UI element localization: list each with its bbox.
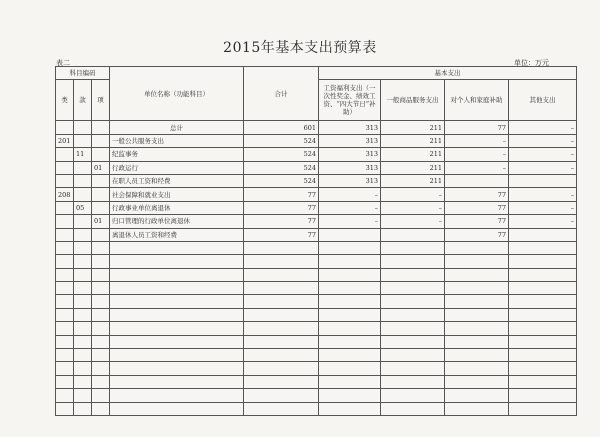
cell-c3 [445, 174, 509, 187]
cell-c2: 211 [381, 161, 445, 174]
cell-lei [56, 201, 74, 214]
page-title: 2015年基本支出预算表 [223, 40, 377, 56]
cell-kuan: 11 [74, 148, 92, 161]
header-salary: 工资福利支出（一次性奖金、绩效工资、“四大节日”补助） [319, 80, 381, 121]
cell-c2: – [381, 215, 445, 228]
cell-c1: – [319, 188, 381, 201]
table-row [56, 215, 577, 228]
cell-c2: 211 [381, 148, 445, 161]
cell-name: 行政运行 [110, 161, 244, 174]
cell-c4 [509, 174, 577, 187]
cell-name: 离退休人员工资和经费 [110, 228, 244, 241]
header-kuan: 款 [74, 80, 92, 121]
cell-c4: – [509, 148, 577, 161]
cell-c2: 211 [381, 121, 445, 134]
cell-kuan [74, 228, 92, 241]
cell-kuan [74, 134, 92, 147]
table-row [56, 174, 577, 187]
cell-kuan [74, 215, 92, 228]
empty-row [56, 295, 577, 308]
empty-row [56, 255, 577, 268]
header-basic-expenditure: 基本支出 [319, 67, 577, 80]
header-lei: 类 [56, 80, 74, 121]
cell-xiang [92, 188, 110, 201]
cell-xiang [92, 121, 110, 134]
empty-row [56, 349, 577, 362]
table-row [56, 201, 577, 214]
cell-name: 在职人员工资和经费 [110, 174, 244, 187]
empty-row [56, 268, 577, 281]
cell-c4 [509, 228, 577, 241]
cell-c3: – [445, 134, 509, 147]
cell-c4: – [509, 121, 577, 134]
cell-c2: 211 [381, 134, 445, 147]
cell-kuan [74, 121, 92, 134]
empty-row [56, 362, 577, 375]
header-unit-name: 单位名称（功能科目） [110, 67, 244, 121]
budget-table [55, 66, 577, 416]
cell-c3: – [445, 148, 509, 161]
cell-c2: 211 [381, 174, 445, 187]
cell-lei [56, 215, 74, 228]
cell-c1: 313 [319, 134, 381, 147]
header-subject-code: 科目编码 [56, 67, 110, 80]
cell-lei: 201 [56, 134, 74, 147]
cell-c3: 77 [445, 188, 509, 201]
cell-total: 524 [244, 148, 319, 161]
cell-c3: 77 [445, 215, 509, 228]
cell-name: 一般公共服务支出 [110, 134, 244, 147]
cell-name: 总计 [110, 121, 244, 134]
cell-kuan [74, 161, 92, 174]
table-row [56, 228, 577, 241]
table-row [56, 134, 577, 147]
cell-c2: – [381, 201, 445, 214]
cell-lei [56, 148, 74, 161]
cell-c3: 77 [445, 228, 509, 241]
cell-xiang: 01 [92, 161, 110, 174]
cell-kuan [74, 174, 92, 187]
empty-row [56, 282, 577, 295]
header-goods-services: 一般商品服务支出 [381, 80, 445, 121]
cell-name: 归口管理的行政单位离退休 [110, 215, 244, 228]
cell-c3: 77 [445, 121, 509, 134]
cell-xiang [92, 174, 110, 187]
cell-c3: 77 [445, 201, 509, 214]
cell-c3: – [445, 161, 509, 174]
empty-row [56, 241, 577, 254]
cell-name: 社会保障和就业支出 [110, 188, 244, 201]
cell-total: 77 [244, 215, 319, 228]
cell-c4: – [509, 215, 577, 228]
header-xiang: 项 [92, 80, 110, 121]
cell-total: 524 [244, 174, 319, 187]
table-row [56, 121, 577, 134]
table-row [56, 148, 577, 161]
header-total: 合计 [244, 67, 319, 121]
cell-total: 77 [244, 188, 319, 201]
cell-c4: – [509, 161, 577, 174]
cell-xiang [92, 148, 110, 161]
empty-row [56, 308, 577, 321]
cell-c1: 313 [319, 161, 381, 174]
cell-total: 77 [244, 228, 319, 241]
cell-lei [56, 161, 74, 174]
cell-lei [56, 121, 74, 134]
cell-kuan [74, 188, 92, 201]
table-number: 表二 [56, 59, 70, 67]
table-row [56, 161, 577, 174]
empty-row [56, 335, 577, 348]
cell-total: 524 [244, 161, 319, 174]
cell-total: 77 [244, 201, 319, 214]
cell-kuan: 05 [74, 201, 92, 214]
unit-label: 单位：万元 [514, 59, 549, 67]
cell-c4: – [509, 134, 577, 147]
header-other: 其他支出 [509, 80, 577, 121]
cell-c4: – [509, 188, 577, 201]
cell-name: 行政事业单位离退休 [110, 201, 244, 214]
cell-c4: – [509, 201, 577, 214]
cell-xiang [92, 201, 110, 214]
cell-lei [56, 174, 74, 187]
table-row [56, 188, 577, 201]
cell-c1: 313 [319, 148, 381, 161]
cell-xiang: 01 [92, 215, 110, 228]
cell-c1: – [319, 215, 381, 228]
cell-c2 [381, 228, 445, 241]
cell-c1: 313 [319, 121, 381, 134]
cell-xiang [92, 228, 110, 241]
cell-xiang [92, 134, 110, 147]
cell-lei: 208 [56, 188, 74, 201]
cell-total: 524 [244, 134, 319, 147]
empty-row [56, 375, 577, 388]
cell-c1: – [319, 201, 381, 214]
cell-c2: – [381, 188, 445, 201]
empty-row [56, 402, 577, 415]
header-personal-subsidy: 对个人和家庭补助 [445, 80, 509, 121]
cell-c1: 313 [319, 174, 381, 187]
empty-row [56, 389, 577, 402]
cell-c1 [319, 228, 381, 241]
cell-lei [56, 228, 74, 241]
cell-name: 纪监事务 [110, 148, 244, 161]
cell-total: 601 [244, 121, 319, 134]
empty-row [56, 322, 577, 335]
